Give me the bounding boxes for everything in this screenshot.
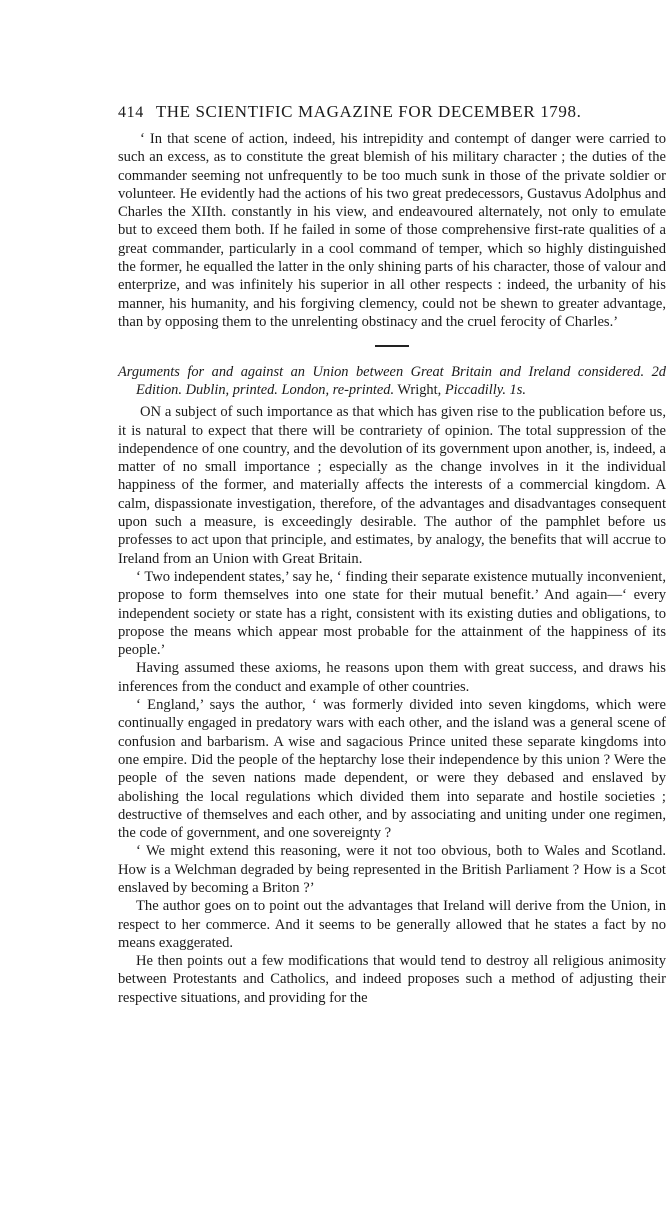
running-head	[118, 102, 666, 126]
page-number: 414	[118, 104, 144, 121]
magazine-title: THE SCIENTIFIC MAGAZINE FOR DECEMBER 1798.	[155, 102, 582, 121]
review-paragraph: ‘ Two independent states,’ say he, ‘ finding their separate existence mutually inconvenient, propose to form themselves into one state for their mutual benefit.’ And again—‘ every independent society or state has a right, consistent with its existing duties and obligations, to propose the means which appear most probable for the attainment of the happiness of its people.’	[118, 568, 666, 659]
section-divider	[375, 345, 409, 347]
quoted-extract	[118, 130, 666, 331]
quote-paragraph: ‘ In that scene of action, indeed, his intrepidity and contempt of danger were carried to such an excess, as to constitute the great blemish of his military character ; the duties of the commander seeming not unfrequently to be too much sunk in those of the private soldier or volunteer. He evidently had the actions of his two great predecessors, Gustavus Adolphus and Charles the XIIth. constantly in his view, and endeavoured alternately, not only to emulate but to exceed them both. If he failed in some of those comprehensive first-rate qualities of a great commander, particularly in a cool command of temper, which so highly distinguished the former, he equalled the latter in the only shining parts of his character, those of valour and enterprize, and was infinitely his superior in all other respects : indeed, the urbanity of his manner, his humanity, and his forgiving clemency, could not be shewn to greater advantage, than by opposing them to the unrelenting obstinacy and the cruel ferocity of Charles.’	[118, 131, 666, 330]
review-paragraph: ‘ We might extend this reasoning, were it not too obvious, both to Wales and Scotland. How is a Welchman degraded by being represented in the British Parliament ? How is a Scot enslaved by becoming a Briton ?’	[118, 843, 666, 896]
book-title-text: Arguments for and against an Union between Great Britain and Ireland considered. 2d Edition. Dublin, printed. London, re-printed.	[118, 364, 666, 399]
book-publisher-address: Piccadilly. 1s.	[444, 382, 526, 399]
review-paragraph: The author goes on to point out the advantages that Ireland will derive from the Union, in respect to her commerce. And it seems to be generally allowed that he states a fact by no means exaggerated.	[118, 898, 666, 951]
review-body	[118, 403, 666, 1007]
review-book-title	[118, 363, 666, 399]
book-publisher: Wright,	[394, 382, 445, 399]
review-paragraph: ‘ England,’ says the author, ‘ was formerly divided into seven kingdoms, which were continually engaged in predatory wars with each other, and the island was a general scene of confusion and barbarism. A wise and sagacious Prince united these separate kingdoms into one empire. Did the people of the heptarchy lose their independence by this union ? Were the people of the seven nations made dependent, or were they debased and enslaved by abolishing the local regulations which divided them into separate and hostile societies ; destructive of themselves and each other, and by associating and uniting under one regimen, the code of government, and one sovereignty ?	[118, 697, 666, 842]
review-paragraph: Having assumed these axioms, he reasons upon them with great success, and draws his inferences from the conduct and example of other countries.	[118, 660, 666, 695]
review-paragraph: He then points out a few modifications that would tend to destroy all religious animosity between Protestants and Catholics, and indeed proposes such a method of adjusting their respective situations, and providing for the	[118, 953, 666, 1006]
page	[118, 102, 666, 1007]
review-paragraph: ON a subject of such importance as that which has given rise to the publication before us, it is natural to expect that there will be contrariety of opinion. The total suppression of the independence of one country, and the devolution of its government upon another, is, indeed, a matter of no small importance ; especially as the change involves in it the individual happiness of the former, and materially affects the interests of a commercial kingdom. A calm, dispassionate investigation, therefore, of the advantages and disadvantages consequent upon such a measure, is exceedingly desirable. The author of the pamphlet before us professes to act upon that principle, and estimates, by analogy, the benefits that will accrue to Ireland from an Union with Great Britain.	[118, 404, 666, 567]
